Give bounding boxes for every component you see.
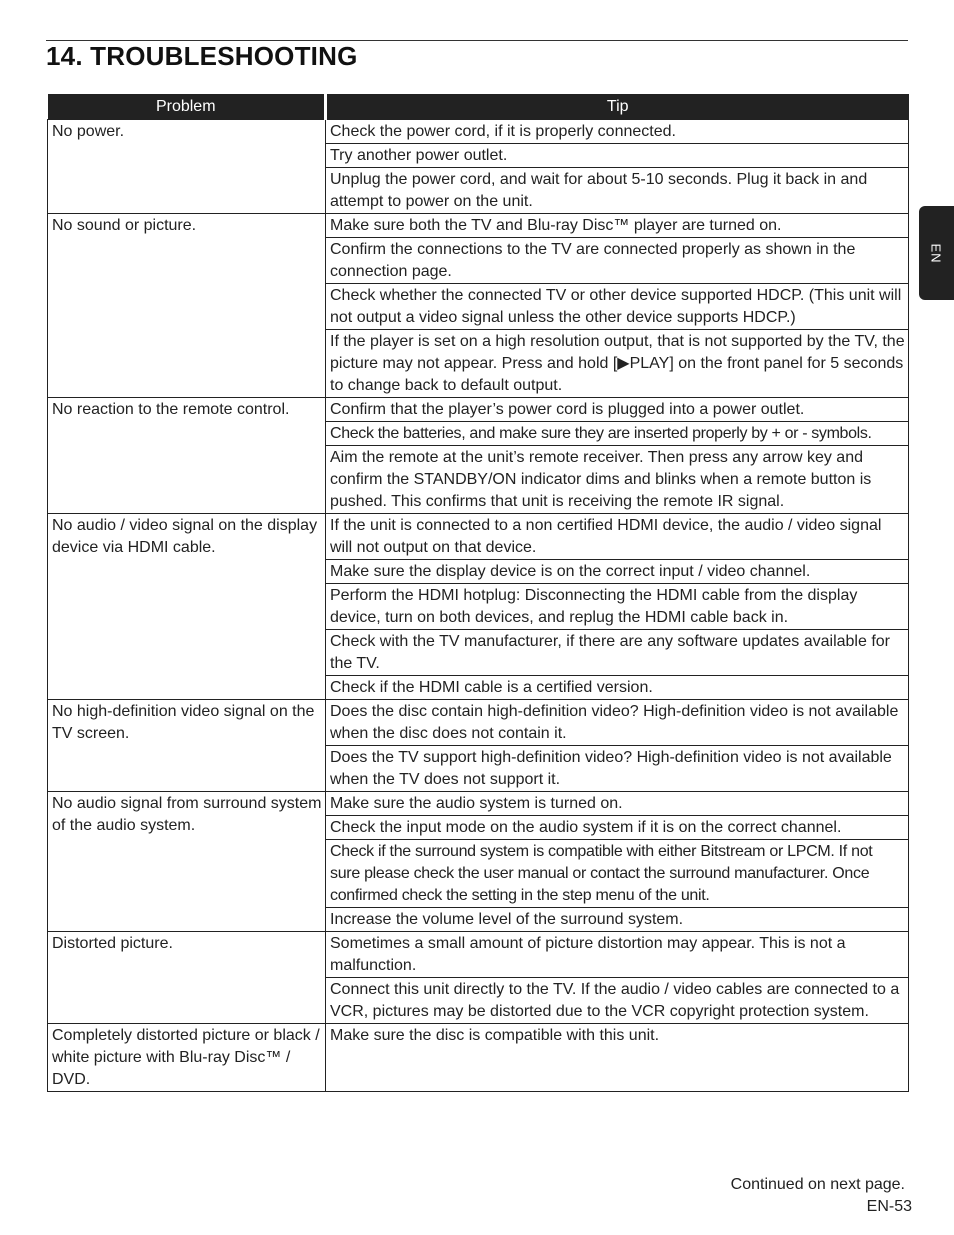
tip-cell: Confirm that the player’s power cord is plugged into a power outlet. bbox=[326, 398, 909, 422]
table-header-row bbox=[48, 94, 909, 120]
header-problem: Problem bbox=[48, 94, 326, 120]
page-title: 14. TROUBLESHOOTING bbox=[46, 41, 358, 71]
tip-cell: Make sure the display device is on the correct input / video channel. bbox=[326, 560, 909, 584]
tip-cell: Make sure both the TV and Blu-ray Disc™ player are turned on. bbox=[326, 214, 909, 238]
tip-cell: Check the power cord, if it is properly connected. bbox=[326, 120, 909, 144]
tip-cell: Sometimes a small amount of picture distortion may appear. This is not a malfunction. bbox=[326, 932, 909, 978]
problem-cell: No audio signal from surround system of the audio system. bbox=[48, 792, 326, 932]
tip-cell: Connect this unit directly to the TV. If the audio / video cables are connected to a VCR, pictures may be distorted due to the VCR copyright protection system. bbox=[326, 978, 909, 1024]
table-row bbox=[48, 932, 909, 978]
tip-cell: Check the input mode on the audio system if it is on the correct channel. bbox=[326, 816, 909, 840]
tip-cell: Check the batteries, and make sure they are inserted properly by + or - symbols. bbox=[326, 422, 909, 446]
problem-cell: No high-definition video signal on the TV screen. bbox=[48, 700, 326, 792]
table-row bbox=[48, 120, 909, 144]
tip-cell: Increase the volume level of the surround system. bbox=[326, 908, 909, 932]
table-row bbox=[48, 214, 909, 238]
troubleshooting-table bbox=[47, 94, 909, 1092]
table-row bbox=[48, 700, 909, 746]
problem-cell: No audio / video signal on the display device via HDMI cable. bbox=[48, 514, 326, 700]
problem-cell: Distorted picture. bbox=[48, 932, 326, 1024]
header-tip: Tip bbox=[326, 94, 909, 120]
tip-cell: Aim the remote at the unit’s remote receiver. Then press any arrow key and confirm the STANDBY/ON indicator dims and blinks when a remote button is pushed. This confirms that unit is receiving the remote IR signal. bbox=[326, 446, 909, 514]
continued-note: Continued on next page. bbox=[730, 1176, 905, 1193]
table-row bbox=[48, 1024, 909, 1092]
problem-cell: Completely distorted picture or black / white picture with Blu-ray Disc™ / DVD. bbox=[48, 1024, 326, 1092]
language-tab bbox=[919, 206, 954, 300]
tip-cell: Check with the TV manufacturer, if there are any software updates available for the TV. bbox=[326, 630, 909, 676]
tip-cell: Check if the HDMI cable is a certified version. bbox=[326, 676, 909, 700]
problem-cell: No power. bbox=[48, 120, 326, 214]
tip-cell: Unplug the power cord, and wait for about 5-10 seconds. Plug it back in and attempt to power on the unit. bbox=[326, 168, 909, 214]
tip-cell: Check whether the connected TV or other device supported HDCP. (This unit will not output a video signal unless the other device supports HDCP.) bbox=[326, 284, 909, 330]
language-tab-label: EN bbox=[929, 242, 944, 264]
tip-cell: If the unit is connected to a non certified HDMI device, the audio / video signal will not output on that device. bbox=[326, 514, 909, 560]
table-row bbox=[48, 514, 909, 560]
tip-cell: Make sure the audio system is turned on. bbox=[326, 792, 909, 816]
tip-cell: Does the disc contain high-definition video? High-definition video is not available when the disc does not contain it. bbox=[326, 700, 909, 746]
tip-cell: Check if the surround system is compatible with either Bitstream or LPCM. If not sure please check the user manual or contact the surround manufacturer. Once confirmed check the setting in the step menu of the unit. bbox=[326, 840, 909, 908]
table-row bbox=[48, 792, 909, 816]
problem-cell: No sound or picture. bbox=[48, 214, 326, 398]
tip-cell: Make sure the disc is compatible with this unit. bbox=[326, 1024, 909, 1092]
page-number: EN-53 bbox=[866, 1198, 912, 1215]
table-row bbox=[48, 398, 909, 422]
tip-cell: Does the TV support high-definition video? High-definition video is not available when the TV does not support it. bbox=[326, 746, 909, 792]
tip-cell: Try another power outlet. bbox=[326, 144, 909, 168]
tip-cell: Confirm the connections to the TV are connected properly as shown in the connection page. bbox=[326, 238, 909, 284]
tip-cell: If the player is set on a high resolution output, that is not supported by the TV, the picture may not appear. Press and hold [▶PLAY] on the front panel for 5 seconds to change back to default output. bbox=[326, 330, 909, 398]
tip-cell: Perform the HDMI hotplug: Disconnecting the HDMI cable from the display device, turn on both devices, and replug the HDMI cable back in. bbox=[326, 584, 909, 630]
problem-cell: No reaction to the remote control. bbox=[48, 398, 326, 514]
